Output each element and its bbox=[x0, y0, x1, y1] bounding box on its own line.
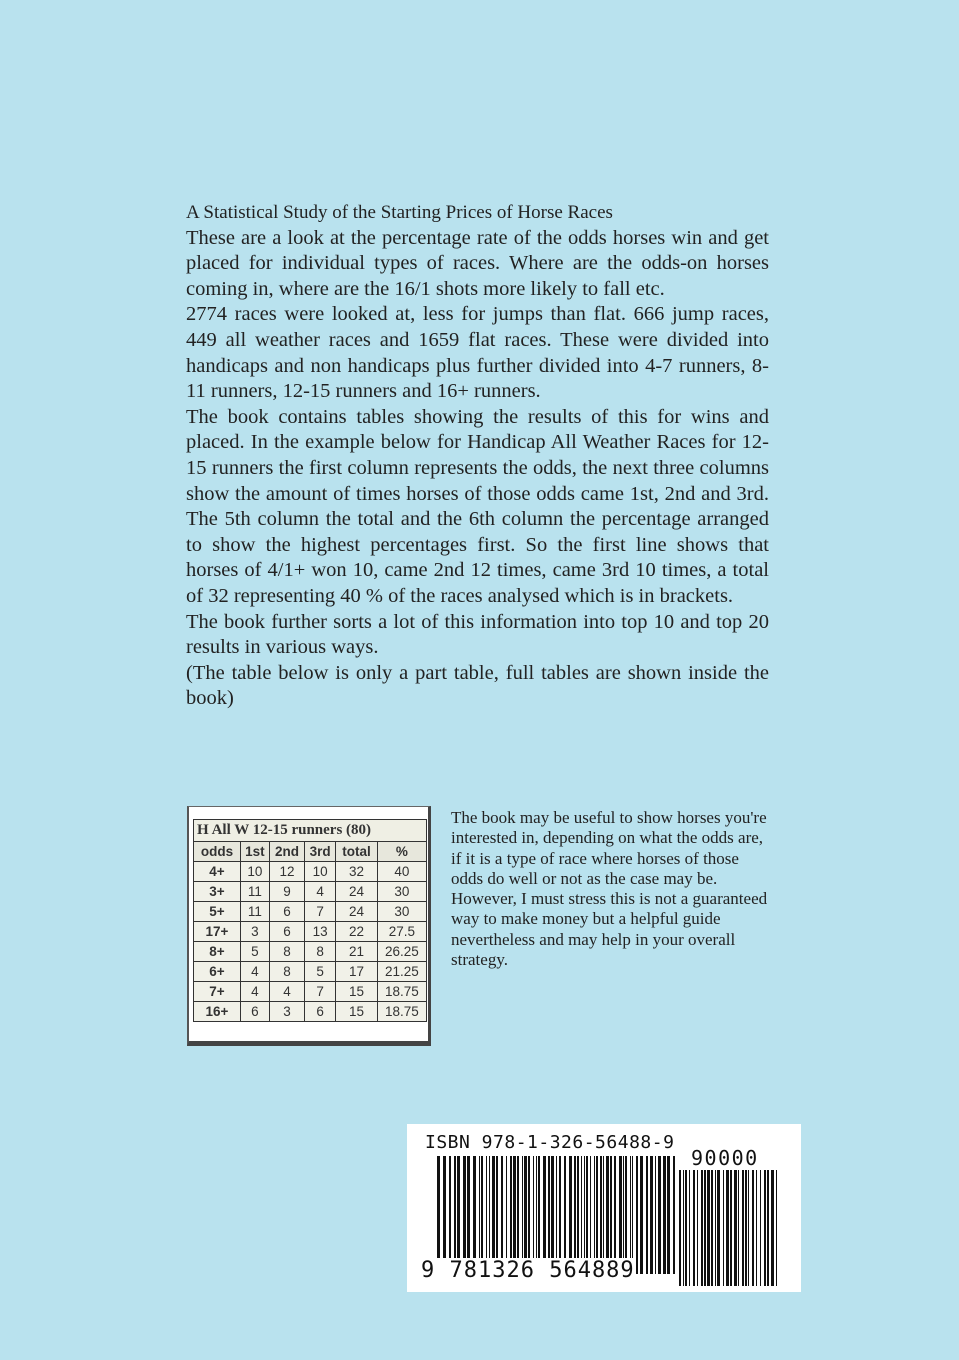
column-header: 3rd bbox=[305, 842, 336, 862]
barcode-bar bbox=[596, 1156, 598, 1274]
barcode-bar bbox=[473, 1156, 476, 1274]
barcode-bar bbox=[594, 1156, 595, 1274]
barcode-bar bbox=[767, 1170, 769, 1286]
description-paragraph-4: The book further sorts a lot of this information into top 10 and top 20 results in various ways. bbox=[186, 610, 769, 659]
barcode-bar bbox=[704, 1170, 706, 1286]
description-paragraph-2: 2774 races were looked at, less for jumps than flat. 666 jump races, 449 all weather races and 1659 flat races. These were divided into handicaps and non handicaps plus further divided into 4-7 runners, 8-11 runners, 12-15 runners and 16+ runners. bbox=[186, 303, 769, 403]
barcode-bar bbox=[564, 1156, 566, 1274]
barcode-bar bbox=[738, 1170, 739, 1286]
barcode-bar bbox=[619, 1156, 622, 1274]
barcode-bar bbox=[663, 1156, 666, 1274]
table-cell: 7 bbox=[305, 902, 336, 922]
barcode-bar bbox=[510, 1156, 512, 1274]
barcode-bar bbox=[636, 1156, 638, 1274]
barcode-bar bbox=[685, 1170, 687, 1286]
table-cell: 5 bbox=[240, 942, 269, 962]
table-cell: 40 bbox=[377, 862, 426, 882]
barcode-bar bbox=[600, 1156, 602, 1274]
sample-table-image bbox=[187, 806, 431, 1046]
barcode-bar bbox=[501, 1156, 503, 1274]
barcode-bar bbox=[760, 1170, 761, 1286]
table-row bbox=[194, 862, 427, 882]
barcode-bar bbox=[745, 1170, 747, 1286]
table-cell: 8 bbox=[305, 942, 336, 962]
table-header-row bbox=[194, 842, 427, 862]
barcode-bar bbox=[528, 1156, 530, 1274]
table-cell: 9 bbox=[269, 882, 304, 902]
barcode-bar bbox=[606, 1156, 609, 1274]
barcode-bar bbox=[548, 1156, 550, 1274]
odds-cell: 8+ bbox=[194, 942, 241, 962]
column-header: total bbox=[336, 842, 378, 862]
barcode-bar bbox=[771, 1170, 774, 1286]
barcode-bar bbox=[683, 1170, 684, 1286]
barcode-bar bbox=[658, 1156, 661, 1274]
barcode-bars-main bbox=[437, 1156, 677, 1274]
table-cell: 30 bbox=[377, 882, 426, 902]
column-header: 1st bbox=[240, 842, 269, 862]
barcode-bar bbox=[667, 1156, 670, 1274]
table-cell: 10 bbox=[305, 862, 336, 882]
table-row bbox=[194, 922, 427, 942]
table-cell: 15 bbox=[336, 1002, 378, 1022]
barcode-bar bbox=[679, 1170, 681, 1286]
odds-cell: 16+ bbox=[194, 1002, 241, 1022]
barcode-bar bbox=[481, 1156, 483, 1274]
description-paragraph-3: The book contains tables showing the results of this for wins and placed. In the example below for Handicap All Weather Races for 12-15 runners the first column represents the odds, the next three columns show the amount of times horses of those odds came 1st, 2nd and 3rd. The 5th column the total and the 6th column the percentage arranged to show the highest percentages first. So the first line shows that horses of 4/1+ won 10, came 2nd 12 times, came 3rd 10 times, a total of 32 representing 40 % of the races analysed which is in brackets. bbox=[186, 405, 769, 607]
barcode-bar bbox=[756, 1170, 757, 1286]
barcode-bar bbox=[551, 1156, 554, 1274]
odds-cell: 4+ bbox=[194, 862, 241, 882]
barcode-bar bbox=[506, 1156, 507, 1274]
odds-cell: 7+ bbox=[194, 982, 241, 1002]
barcode-bar bbox=[556, 1156, 557, 1274]
odds-cell: 6+ bbox=[194, 962, 241, 982]
table-cell: 21.25 bbox=[377, 962, 426, 982]
barcode-bar bbox=[574, 1156, 576, 1274]
table-cell: 30 bbox=[377, 902, 426, 922]
table-cell: 4 bbox=[269, 982, 304, 1002]
barcode-bars-addon bbox=[679, 1170, 779, 1286]
description-block bbox=[186, 200, 769, 712]
table-row bbox=[194, 982, 427, 1002]
barcode-bar bbox=[625, 1156, 627, 1274]
barcode-bar bbox=[646, 1156, 648, 1274]
table-cell: 8 bbox=[269, 942, 304, 962]
table-cell: 6 bbox=[269, 922, 304, 942]
table-cell: 18.75 bbox=[377, 982, 426, 1002]
barcode-bar bbox=[748, 1170, 749, 1286]
barcode-bar bbox=[536, 1156, 537, 1274]
column-header: % bbox=[377, 842, 426, 862]
table-cell: 4 bbox=[240, 982, 269, 1002]
barcode-bar bbox=[584, 1156, 585, 1274]
barcode-bar bbox=[463, 1156, 466, 1274]
barcode-bar bbox=[697, 1170, 698, 1286]
barcode-bar bbox=[543, 1156, 546, 1274]
table-cell: 17 bbox=[336, 962, 378, 982]
table-cell: 7 bbox=[305, 982, 336, 1002]
barcode-bar bbox=[486, 1156, 487, 1274]
ean-digits: 9 781326 564889 bbox=[421, 1258, 635, 1283]
barcode-bar bbox=[449, 1156, 451, 1274]
barcode-bar bbox=[655, 1156, 656, 1274]
barcode-bar bbox=[742, 1170, 744, 1286]
barcode-bar bbox=[707, 1170, 710, 1286]
isbn-label: ISBN 978-1-326-56488-9 bbox=[425, 1132, 675, 1153]
table-cell: 5 bbox=[305, 962, 336, 982]
table-cell: 11 bbox=[240, 902, 269, 922]
odds-cell: 5+ bbox=[194, 902, 241, 922]
barcode-bar bbox=[513, 1156, 516, 1274]
table-cell: 13 bbox=[305, 922, 336, 942]
barcode-bar bbox=[457, 1156, 460, 1274]
barcode-bar bbox=[701, 1170, 703, 1286]
table-cell: 27.5 bbox=[377, 922, 426, 942]
table-cell: 21 bbox=[336, 942, 378, 962]
table-cell: 32 bbox=[336, 862, 378, 882]
table-cell: 6 bbox=[240, 1002, 269, 1022]
barcode-bar bbox=[467, 1156, 470, 1274]
column-header: 2nd bbox=[269, 842, 304, 862]
book-title: A Statistical Study of the Starting Prices of Horse Races bbox=[186, 202, 613, 223]
barcode-bar bbox=[640, 1156, 643, 1274]
barcode-bar bbox=[559, 1156, 561, 1274]
barcode-bar bbox=[517, 1156, 519, 1274]
table-cell: 6 bbox=[305, 1002, 336, 1022]
barcode-bar bbox=[577, 1156, 579, 1274]
barcode-bar bbox=[623, 1156, 624, 1274]
table-row bbox=[194, 1002, 427, 1022]
barcode-bar bbox=[715, 1170, 716, 1286]
table-row bbox=[194, 882, 427, 902]
barcode-bar bbox=[586, 1156, 588, 1274]
barcode-bar bbox=[437, 1156, 440, 1274]
barcode-bar bbox=[693, 1170, 695, 1286]
barcode-bar bbox=[489, 1156, 490, 1274]
barcode-bar bbox=[524, 1156, 527, 1274]
description-paragraph-1: These are a look at the percentage rate of the odds horses win and get placed for individual types of races. Where are the odds-on horses coming in, where are the 16/1 shots more likely to fall etc. bbox=[186, 226, 769, 300]
barcode-bar bbox=[632, 1156, 633, 1274]
table-cell: 3 bbox=[240, 922, 269, 942]
table-cell: 15 bbox=[336, 982, 378, 1002]
table-cell: 24 bbox=[336, 882, 378, 902]
odds-cell: 3+ bbox=[194, 882, 241, 902]
table-cell: 8 bbox=[269, 962, 304, 982]
barcode-bar bbox=[689, 1170, 690, 1286]
barcode-bar bbox=[734, 1170, 737, 1286]
table-body bbox=[194, 862, 427, 1022]
barcode-bar bbox=[603, 1156, 604, 1274]
table-cell: 12 bbox=[269, 862, 304, 882]
side-note: The book may be useful to show horses you're interested in, depending on what the odds are, if it is a type of race where horses of those odds do well or not as the case may be. However, I must stress this is not a guaranteed way to make money but a helpful guide nevertheless and may help in your overall strategy. bbox=[451, 808, 768, 970]
table-cell: 18.75 bbox=[377, 1002, 426, 1022]
barcode-bar bbox=[479, 1156, 480, 1274]
barcode-bar bbox=[726, 1170, 729, 1286]
barcode-bar bbox=[673, 1156, 675, 1274]
table-cell: 11 bbox=[240, 882, 269, 902]
odds-cell: 17+ bbox=[194, 922, 241, 942]
barcode-bar bbox=[581, 1156, 582, 1274]
barcode-bar bbox=[630, 1156, 631, 1274]
barcode-bar bbox=[496, 1156, 498, 1274]
table-cell: 22 bbox=[336, 922, 378, 942]
table-cell: 4 bbox=[305, 882, 336, 902]
barcode-bar bbox=[723, 1170, 724, 1286]
barcode-bar bbox=[730, 1170, 732, 1286]
barcode-bar bbox=[454, 1156, 456, 1274]
barcode-bar bbox=[533, 1156, 534, 1274]
barcode-bar bbox=[569, 1156, 572, 1274]
barcode-bar bbox=[492, 1156, 495, 1274]
barcode-bar bbox=[610, 1156, 612, 1274]
barcode-bar bbox=[711, 1170, 713, 1286]
barcode-bar bbox=[443, 1156, 446, 1274]
table-caption: H All W 12-15 runners (80) bbox=[194, 820, 427, 842]
barcode-bar bbox=[764, 1170, 766, 1286]
table-cell: 10 bbox=[240, 862, 269, 882]
barcode-bar bbox=[752, 1170, 754, 1286]
barcode-bar bbox=[717, 1170, 720, 1286]
barcode-bar bbox=[614, 1156, 616, 1274]
barcode-bar bbox=[522, 1156, 523, 1274]
table-row bbox=[194, 962, 427, 982]
barcode-bar bbox=[650, 1156, 653, 1274]
price-code: 90000 bbox=[691, 1146, 759, 1170]
column-header: odds bbox=[194, 842, 241, 862]
table-row bbox=[194, 902, 427, 922]
barcode-bar bbox=[590, 1156, 591, 1274]
table-cell: 24 bbox=[336, 902, 378, 922]
table-cell: 4 bbox=[240, 962, 269, 982]
table-cell: 26.25 bbox=[377, 942, 426, 962]
table-cell: 6 bbox=[269, 902, 304, 922]
table-cell: 3 bbox=[269, 1002, 304, 1022]
isbn-barcode bbox=[407, 1124, 801, 1292]
table-row bbox=[194, 942, 427, 962]
description-paragraph-5: (The table below is only a part table, full tables are shown inside the book) bbox=[186, 661, 769, 710]
barcode-bar bbox=[538, 1156, 540, 1274]
odds-table bbox=[193, 819, 427, 1022]
barcode-bar bbox=[776, 1170, 777, 1286]
